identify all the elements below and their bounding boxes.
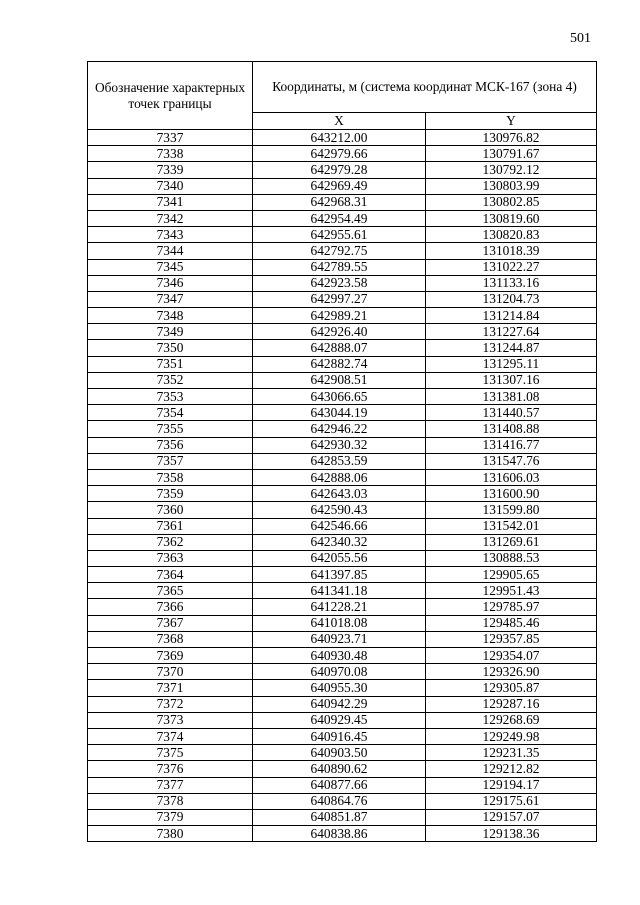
y-coordinate-cell: 131022.27	[426, 259, 597, 275]
y-coordinate-cell: 129905.65	[426, 567, 597, 583]
point-number-cell: 7369	[88, 648, 253, 664]
table-row	[88, 664, 597, 680]
x-coordinate-cell: 642882.74	[253, 356, 426, 372]
point-number-cell: 7340	[88, 178, 253, 194]
x-coordinate-cell: 640851.87	[253, 809, 426, 825]
x-coordinate-cell: 640838.86	[253, 826, 426, 842]
x-coordinate-cell: 642989.21	[253, 308, 426, 324]
table-body	[88, 130, 597, 842]
y-coordinate-cell: 129287.16	[426, 696, 597, 712]
y-coordinate-cell: 130791.67	[426, 146, 597, 162]
x-coordinate-cell: 641018.08	[253, 615, 426, 631]
x-coordinate-cell: 643212.00	[253, 130, 426, 146]
table-row	[88, 809, 597, 825]
header-y: Y	[426, 113, 597, 130]
x-coordinate-cell: 642926.40	[253, 324, 426, 340]
point-number-cell: 7356	[88, 437, 253, 453]
y-coordinate-cell: 131227.64	[426, 324, 597, 340]
x-coordinate-cell: 642546.66	[253, 518, 426, 534]
page-number: 501	[570, 31, 591, 46]
x-coordinate-cell: 640929.45	[253, 712, 426, 728]
x-coordinate-cell: 642946.22	[253, 421, 426, 437]
table-row	[88, 567, 597, 583]
table-row	[88, 259, 597, 275]
point-number-cell: 7361	[88, 518, 253, 534]
point-number-cell: 7362	[88, 534, 253, 550]
table-row	[88, 728, 597, 744]
table-row	[88, 745, 597, 761]
x-coordinate-cell: 640930.48	[253, 648, 426, 664]
point-number-cell: 7347	[88, 291, 253, 307]
table-row	[88, 502, 597, 518]
point-number-cell: 7341	[88, 194, 253, 210]
x-coordinate-cell: 643044.19	[253, 405, 426, 421]
point-number-cell: 7374	[88, 728, 253, 744]
table-row	[88, 453, 597, 469]
point-number-cell: 7351	[88, 356, 253, 372]
y-coordinate-cell: 130820.83	[426, 227, 597, 243]
table-row	[88, 696, 597, 712]
table-row	[88, 194, 597, 210]
point-number-cell: 7352	[88, 372, 253, 388]
point-number-cell: 7345	[88, 259, 253, 275]
table-row	[88, 599, 597, 615]
y-coordinate-cell: 131547.76	[426, 453, 597, 469]
y-coordinate-cell: 129249.98	[426, 728, 597, 744]
point-number-cell: 7375	[88, 745, 253, 761]
x-coordinate-cell: 642888.06	[253, 469, 426, 485]
y-coordinate-cell: 131416.77	[426, 437, 597, 453]
x-coordinate-cell: 642923.58	[253, 275, 426, 291]
table-row	[88, 389, 597, 405]
x-coordinate-cell: 642997.27	[253, 291, 426, 307]
table-row	[88, 340, 597, 356]
point-number-cell: 7337	[88, 130, 253, 146]
header-coordinates: Координаты, м (система координат МСК-167 (зона 4)	[253, 62, 597, 113]
y-coordinate-cell: 131606.03	[426, 469, 597, 485]
point-number-cell: 7343	[88, 227, 253, 243]
x-coordinate-cell: 640890.62	[253, 761, 426, 777]
table-row	[88, 615, 597, 631]
x-coordinate-cell: 642853.59	[253, 453, 426, 469]
table-row	[88, 534, 597, 550]
table-row	[88, 583, 597, 599]
table-row	[88, 777, 597, 793]
y-coordinate-cell: 129268.69	[426, 712, 597, 728]
x-coordinate-cell: 640903.50	[253, 745, 426, 761]
x-coordinate-cell: 642968.31	[253, 194, 426, 210]
x-coordinate-cell: 640864.76	[253, 793, 426, 809]
y-coordinate-cell: 129194.17	[426, 777, 597, 793]
y-coordinate-cell: 130802.85	[426, 194, 597, 210]
point-number-cell: 7360	[88, 502, 253, 518]
point-number-cell: 7372	[88, 696, 253, 712]
point-number-cell: 7364	[88, 567, 253, 583]
table-row	[88, 372, 597, 388]
y-coordinate-cell: 131381.08	[426, 389, 597, 405]
x-coordinate-cell: 642979.66	[253, 146, 426, 162]
table-row	[88, 243, 597, 259]
y-coordinate-cell: 130819.60	[426, 210, 597, 226]
x-coordinate-cell: 642590.43	[253, 502, 426, 518]
y-coordinate-cell: 131307.16	[426, 372, 597, 388]
point-number-cell: 7353	[88, 389, 253, 405]
y-coordinate-cell: 129951.43	[426, 583, 597, 599]
point-number-cell: 7370	[88, 664, 253, 680]
x-coordinate-cell: 642792.75	[253, 243, 426, 259]
y-coordinate-cell: 129326.90	[426, 664, 597, 680]
x-coordinate-cell: 642789.55	[253, 259, 426, 275]
x-coordinate-cell: 640970.08	[253, 664, 426, 680]
point-number-cell: 7378	[88, 793, 253, 809]
table-row	[88, 146, 597, 162]
point-number-cell: 7338	[88, 146, 253, 162]
y-coordinate-cell: 131133.16	[426, 275, 597, 291]
y-coordinate-cell: 131018.39	[426, 243, 597, 259]
table-row	[88, 680, 597, 696]
y-coordinate-cell: 130792.12	[426, 162, 597, 178]
table-row	[88, 518, 597, 534]
header-point-designation: Обозначение характерных точек границы	[88, 62, 253, 130]
point-number-cell: 7358	[88, 469, 253, 485]
point-number-cell: 7346	[88, 275, 253, 291]
y-coordinate-cell: 129485.46	[426, 615, 597, 631]
table-row	[88, 437, 597, 453]
y-coordinate-cell: 129212.82	[426, 761, 597, 777]
x-coordinate-cell: 643066.65	[253, 389, 426, 405]
x-coordinate-cell: 640916.45	[253, 728, 426, 744]
table-row	[88, 761, 597, 777]
y-coordinate-cell: 129231.35	[426, 745, 597, 761]
y-coordinate-cell: 131440.57	[426, 405, 597, 421]
table-row	[88, 421, 597, 437]
point-number-cell: 7344	[88, 243, 253, 259]
table-row	[88, 291, 597, 307]
x-coordinate-cell: 642969.49	[253, 178, 426, 194]
table-row	[88, 210, 597, 226]
x-coordinate-cell: 642340.32	[253, 534, 426, 550]
table-row	[88, 648, 597, 664]
x-coordinate-cell: 641341.18	[253, 583, 426, 599]
x-coordinate-cell: 640942.29	[253, 696, 426, 712]
point-number-cell: 7355	[88, 421, 253, 437]
y-coordinate-cell: 129785.97	[426, 599, 597, 615]
point-number-cell: 7357	[88, 453, 253, 469]
y-coordinate-cell: 130803.99	[426, 178, 597, 194]
y-coordinate-cell: 131599.80	[426, 502, 597, 518]
x-coordinate-cell: 640877.66	[253, 777, 426, 793]
table-row	[88, 631, 597, 647]
point-number-cell: 7368	[88, 631, 253, 647]
point-number-cell: 7376	[88, 761, 253, 777]
coordinates-table	[87, 61, 597, 842]
table-row	[88, 130, 597, 146]
table-row	[88, 793, 597, 809]
point-number-cell: 7380	[88, 826, 253, 842]
table-row	[88, 324, 597, 340]
table-row	[88, 405, 597, 421]
y-coordinate-cell: 129138.36	[426, 826, 597, 842]
y-coordinate-cell: 130888.53	[426, 550, 597, 566]
y-coordinate-cell: 130976.82	[426, 130, 597, 146]
y-coordinate-cell: 129157.07	[426, 809, 597, 825]
table-row	[88, 356, 597, 372]
point-number-cell: 7359	[88, 486, 253, 502]
point-number-cell: 7339	[88, 162, 253, 178]
table-row	[88, 308, 597, 324]
x-coordinate-cell: 642930.32	[253, 437, 426, 453]
point-number-cell: 7349	[88, 324, 253, 340]
x-coordinate-cell: 642955.61	[253, 227, 426, 243]
y-coordinate-cell: 129354.07	[426, 648, 597, 664]
y-coordinate-cell: 129175.61	[426, 793, 597, 809]
x-coordinate-cell: 640955.30	[253, 680, 426, 696]
point-number-cell: 7377	[88, 777, 253, 793]
table-row	[88, 712, 597, 728]
point-number-cell: 7365	[88, 583, 253, 599]
y-coordinate-cell: 129357.85	[426, 631, 597, 647]
table-row	[88, 162, 597, 178]
y-coordinate-cell: 131295.11	[426, 356, 597, 372]
point-number-cell: 7350	[88, 340, 253, 356]
table-row	[88, 826, 597, 842]
point-number-cell: 7379	[88, 809, 253, 825]
point-number-cell: 7354	[88, 405, 253, 421]
point-number-cell: 7363	[88, 550, 253, 566]
point-number-cell: 7348	[88, 308, 253, 324]
point-number-cell: 7373	[88, 712, 253, 728]
x-coordinate-cell: 642908.51	[253, 372, 426, 388]
point-number-cell: 7371	[88, 680, 253, 696]
point-number-cell: 7366	[88, 599, 253, 615]
x-coordinate-cell: 640923.71	[253, 631, 426, 647]
table-row	[88, 550, 597, 566]
y-coordinate-cell: 131600.90	[426, 486, 597, 502]
y-coordinate-cell: 131214.84	[426, 308, 597, 324]
y-coordinate-cell: 131204.73	[426, 291, 597, 307]
table-row	[88, 469, 597, 485]
y-coordinate-cell: 129305.87	[426, 680, 597, 696]
y-coordinate-cell: 131269.61	[426, 534, 597, 550]
x-coordinate-cell: 641397.85	[253, 567, 426, 583]
table-row	[88, 178, 597, 194]
header-x: X	[253, 113, 426, 130]
y-coordinate-cell: 131542.01	[426, 518, 597, 534]
x-coordinate-cell: 641228.21	[253, 599, 426, 615]
y-coordinate-cell: 131408.88	[426, 421, 597, 437]
x-coordinate-cell: 642888.07	[253, 340, 426, 356]
x-coordinate-cell: 642055.56	[253, 550, 426, 566]
table-row	[88, 275, 597, 291]
x-coordinate-cell: 642979.28	[253, 162, 426, 178]
point-number-cell: 7342	[88, 210, 253, 226]
y-coordinate-cell: 131244.87	[426, 340, 597, 356]
table-row	[88, 227, 597, 243]
x-coordinate-cell: 642643.03	[253, 486, 426, 502]
table-row	[88, 486, 597, 502]
point-number-cell: 7367	[88, 615, 253, 631]
x-coordinate-cell: 642954.49	[253, 210, 426, 226]
